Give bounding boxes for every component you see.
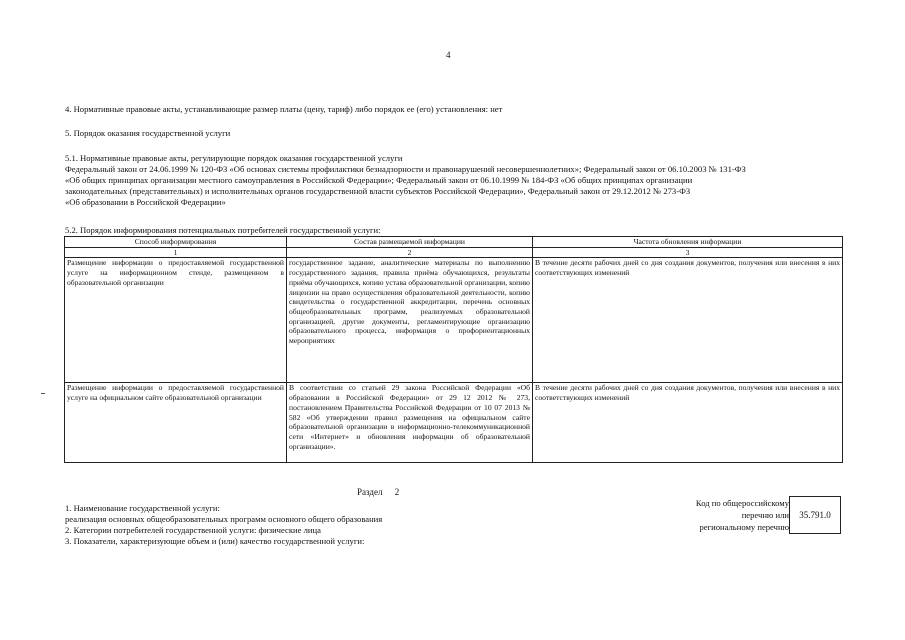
column-number-1: 1: [65, 247, 287, 258]
column-header-method: Способ информирования: [65, 237, 287, 248]
indicators-title: 3. Показатели, характеризующие объем и (или) качество государственной услуги:: [65, 536, 365, 546]
table-row: [65, 258, 843, 383]
section-5-1-line-1: Федеральный закон от 24.06.1999 № 120-ФЗ «Об основах системы профилактики безнадзорности и правонарушений несовершеннолетних»; Федеральный закон от 06.10.2003 № 131-ФЗ: [65, 164, 746, 174]
table-header-row: [65, 237, 843, 248]
cell-content: государственное задание, аналитические материалы по выполнению государственного задания, правила приёма обучающихся, результаты приёма обучающихся, копию устава образовательной организации, копию лицензии на право осуществления образовательной деятельности, копию свидетельства о государственной аккредитации, перечень основных общеобразовательных программ, реализуемых образовательной организацией, другие документы, регламентирующие организацию образовательного процесса, информация о профориентационных мероприятиях: [287, 258, 533, 383]
code-label-line-3: региональному перечню: [699, 522, 789, 532]
column-number-3: 3: [533, 247, 843, 258]
code-value-box: [789, 496, 841, 534]
section-5-1-line-2: «Об общих принципах организации местного самоуправления в Российской Федерации»; Федеральный закон от 06.10.1999 № 184-ФЗ «Об общих принципах организации: [65, 175, 693, 185]
section-4-fees: 4. Нормативные правовые акты, устанавливающие размер платы (цену, тариф) либо порядок ее (его) установления: нет: [65, 104, 503, 114]
section-5-2-title: 5.2. Порядок информирования потенциальных потребителей государственной услуги:: [65, 225, 381, 235]
page-number: 4: [446, 50, 451, 60]
code-value: 35.791.0: [799, 510, 831, 520]
cell-frequency: В течение десяти рабочих дней со дня создания документов, получения или внесения в них соответствующих изменений: [533, 383, 843, 463]
informing-table: [64, 236, 843, 463]
table-row: [65, 383, 843, 463]
cell-content: В соответствии со статьей 29 закона Российской Федерации «Об образовании в Российской Федерации» от 29 12 2012 № 273, постановлением Правительства Российской Федерации от 10 07 2013 № 582 «Об утверждении правил размещения на официальном сайте образовательной организации в информационно-телекоммуникационной сети «Интернет» и обновления информации об образовательной организации».: [287, 383, 533, 463]
margin-mark: [41, 393, 45, 394]
service-name: реализация основных общеобразовательных программ основного общего образования: [65, 514, 383, 524]
code-label-line-2: перечню или: [741, 510, 789, 520]
column-number-2: 2: [287, 247, 533, 258]
section-heading-razdel: Раздел 2: [357, 487, 400, 497]
column-header-frequency: Частота обновления информации: [533, 237, 843, 248]
section-5-1-title: 5.1. Нормативные правовые акты, регулирующие порядок оказания государственной услуги: [65, 153, 403, 163]
cell-frequency: В течение десяти рабочих дней со дня создания документов, получения или внесения в них соответствующих изменений: [533, 258, 843, 383]
table-number-row: [65, 247, 843, 258]
section-5-title: 5. Порядок оказания государственной услуги: [65, 128, 231, 138]
cell-method: Размещение информации о предоставляемой государственной услуге на информационном стенде, размещенном в образовательной организации: [65, 258, 287, 383]
section-5-1-line-3: законодательных (представительных) и исполнительных органов государственной власти субъектов Российской Федерации», Федеральный закон от 29.12.2012 № 273-ФЗ: [65, 186, 691, 196]
service-name-label: 1. Наименование государственной услуги:: [65, 503, 220, 513]
consumer-categories: 2. Категории потребителей государственной услуги: физические лица: [65, 525, 321, 535]
code-label-line-1: Код по общероссийскому: [695, 498, 789, 508]
column-header-content: Состав размещаемой информации: [287, 237, 533, 248]
cell-method: Размещение информации о предоставляемой государственной услуге на официальном сайте образовательной организации: [65, 383, 287, 463]
section-5-1-line-4: «Об образовании в Российской Федерации»: [65, 197, 226, 207]
